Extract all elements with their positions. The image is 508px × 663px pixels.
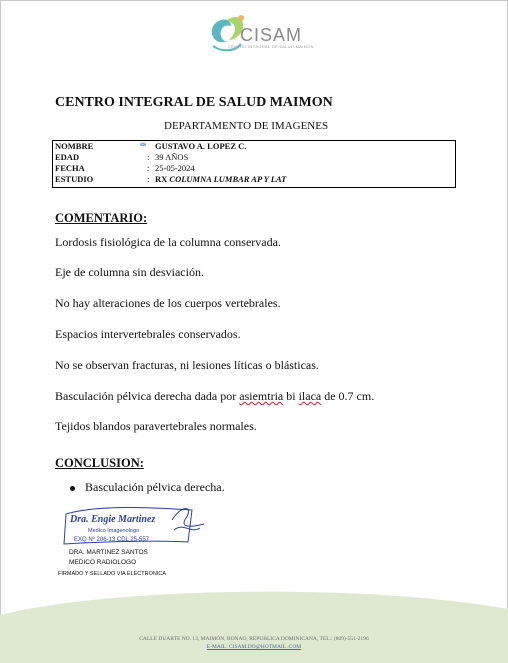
- study-label: ESTUDIO: [55, 174, 94, 184]
- study-prefix: RX: [155, 174, 168, 184]
- doctor-title: MEDICO RADIOLOGO: [69, 559, 137, 566]
- spell-mark: ꙭ: [140, 142, 147, 148]
- study-name: COLUMNA LUMBAR AP Y LAT: [169, 174, 287, 184]
- finding-line: Eje de columna sin desviación.: [55, 265, 204, 279]
- date-colon: :: [147, 163, 150, 173]
- stamp-name: Dra. Engie Martinez: [70, 514, 156, 525]
- conclusion-heading: CONCLUSION:: [55, 456, 144, 470]
- age-colon: :: [147, 152, 150, 162]
- finding-line-basculacion: Basculación pélvica derecha dada por asiemtria bi ilaca de 0.7 cm.: [55, 389, 375, 403]
- date-value: 25-05-2024: [155, 163, 195, 173]
- study-value: [155, 174, 286, 185]
- footer-wave: [0, 585, 508, 663]
- name-label: NOMBRE: [55, 141, 94, 151]
- name-value: GUSTAVO A. LOPEZ C.: [155, 141, 247, 151]
- finding-line: No hay alteraciones de los cuerpos vertebrales.: [55, 296, 281, 310]
- finding-line: Espacios intervertebrales conservados.: [55, 327, 241, 341]
- stamp-exq: EXQ Nº 206-13 CDL 25-557: [74, 537, 150, 543]
- patient-info-box: [52, 140, 456, 188]
- study-colon: :: [147, 174, 150, 184]
- stamp-role: Medico Imagenologo: [88, 528, 140, 534]
- conclusion-bullet: Basculación pélvica derecha.: [85, 480, 225, 494]
- signed-note: FIRMADO Y SELLADO VIA ELECTRONICA: [58, 571, 166, 577]
- footer-address: CALLE DUARTE NO. 13, MAIMÓN, BONAO, REPUBLICA DOMINICANA, TEL.: (809)-551-2196: [139, 636, 369, 642]
- signature-stamp: [60, 500, 210, 552]
- finding-line: Lordosis fisiológica de la columna conservada.: [55, 235, 281, 249]
- age-label: EDAD: [55, 152, 80, 162]
- finding-line: No se observan fracturas, ni lesiones líticas o blásticas.: [55, 358, 319, 372]
- center-title: CENTRO INTEGRAL DE SALUD MAIMON: [55, 95, 333, 110]
- comentario-heading: COMENTARIO:: [55, 211, 148, 225]
- doctor-name: DRA. MARTINEZ SANTOS: [69, 549, 148, 556]
- date-label: FECHA: [55, 163, 85, 173]
- logo-subtitle: CENTRO INTEGRAL DE SALUD MAIMON: [228, 44, 314, 49]
- age-value: 39 AÑOS: [155, 152, 189, 162]
- footer-email-link[interactable]: E-MAIL: CISAM.DO@HOTMAIL .COM: [206, 644, 302, 650]
- department-title: DEPARTAMENTO DE IMAGENES: [164, 120, 329, 132]
- finding-line: Tejidos blandos paravertebrales normales.: [55, 419, 257, 433]
- logo-text: CISAM: [240, 25, 303, 45]
- bullet-icon: [70, 486, 75, 491]
